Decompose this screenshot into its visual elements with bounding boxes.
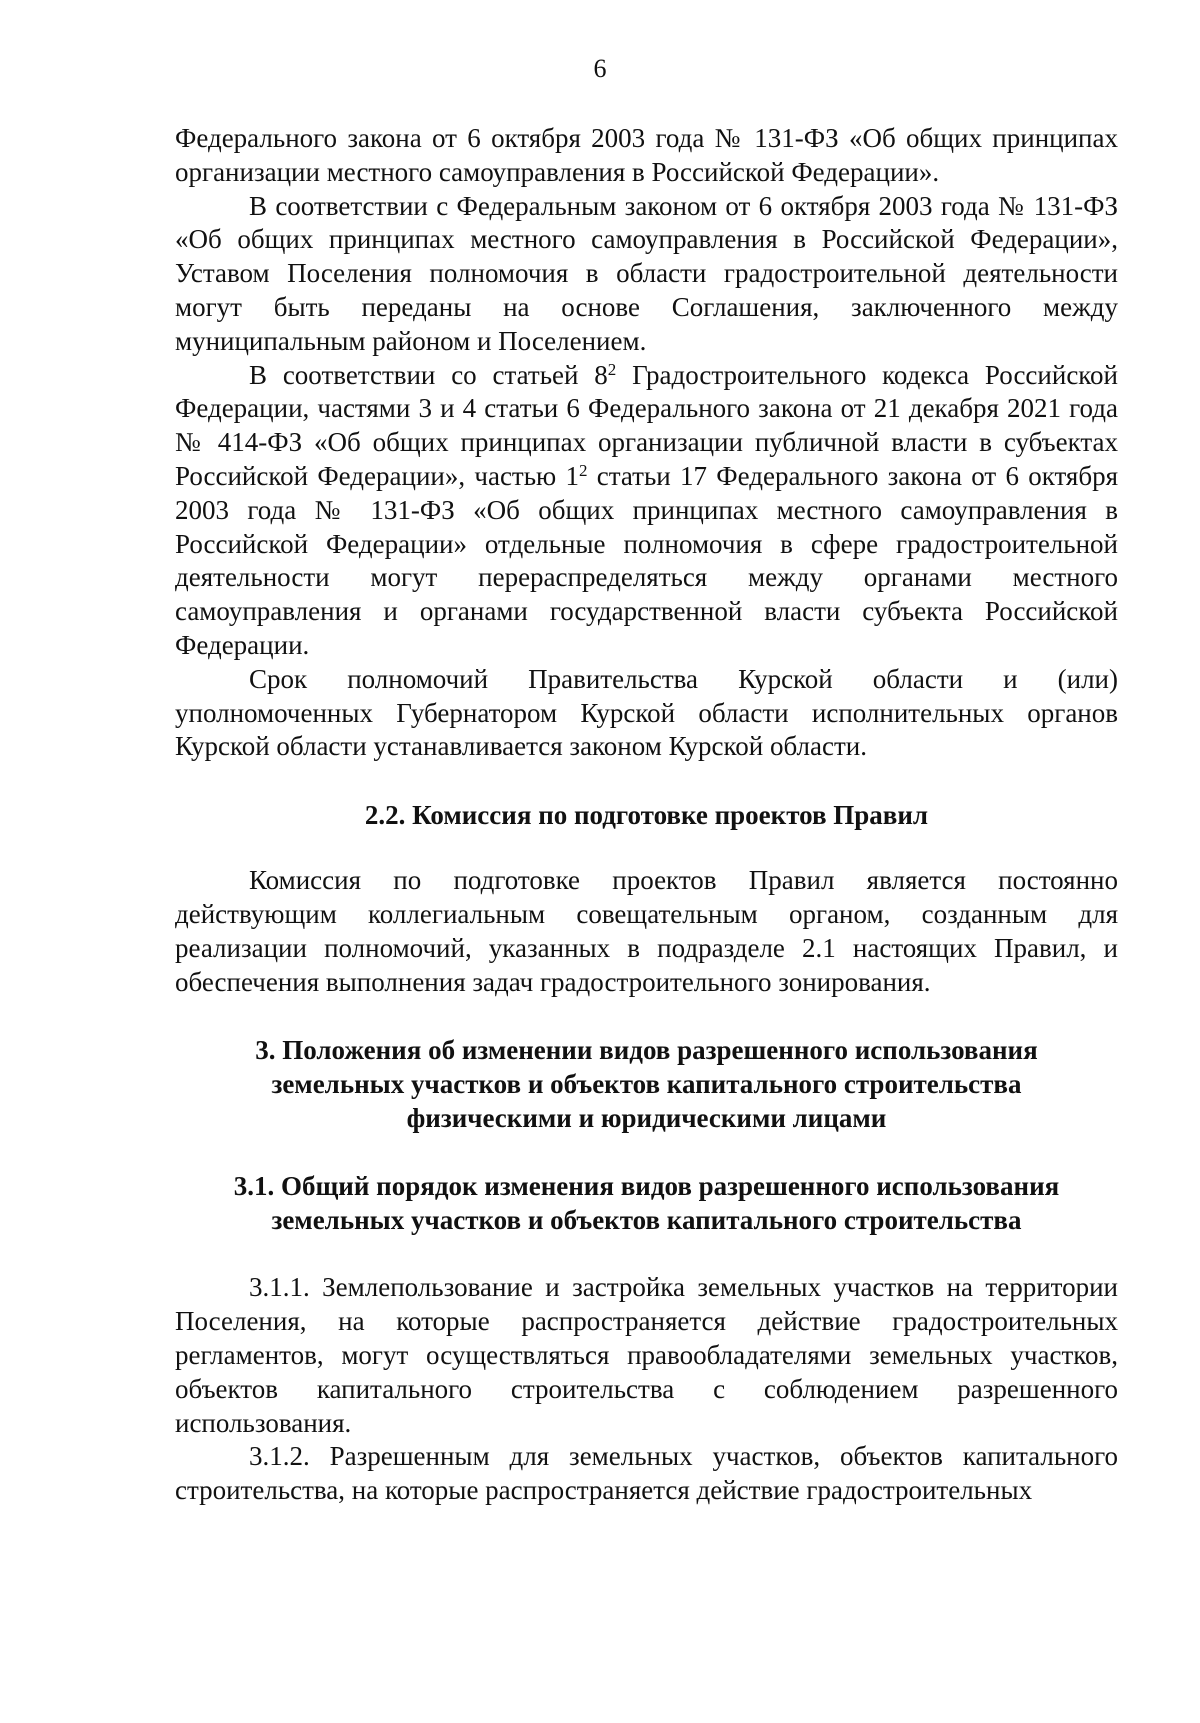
page-number: 6 — [593, 54, 607, 83]
document-body — [175, 122, 1118, 1508]
section-heading-3-1 — [175, 1169, 1118, 1237]
superscript: 2 — [579, 460, 588, 480]
spacer — [175, 1135, 1118, 1169]
paragraph-text-part: статьи 17 Федерального закона от 6 октября 2003 года № 131-ФЗ «Об общих принципах местного самоуправления в Российской Федерации» отдельные полномочия в сфере градостроительной деятельности могут перераспределяться между органами местного самоуправления и органами государственной власти субъекта Российской Федерации. — [175, 460, 1118, 660]
paragraph-term-of-powers: Срок полномочий Правительства Курской области и (или) уполномоченных Губернатором Курской области исполнительных органов Курской области устанавливается законом Курской области. — [175, 663, 1118, 762]
spacer — [175, 999, 1118, 1033]
heading-line: физическими и юридическими лицами — [406, 1103, 887, 1134]
paragraph-commission: Комиссия по подготовке проектов Правил является постоянно действующим коллегиальным совещательным органом, созданным для реализации полномочий, указанных в подразделе 2.1 настоящих Правил, и обеспечения выполнения задач градостроительного зонирования. — [175, 865, 1118, 997]
spacer — [175, 1237, 1118, 1271]
spacer — [175, 764, 1118, 798]
heading-line: земельных участков и объектов капитального строительства — [271, 1069, 1022, 1100]
superscript: 2 — [607, 359, 617, 379]
section-heading-2-2: 2.2. Комиссия по подготовке проектов Правил — [364, 800, 929, 831]
paragraph-powers-transfer: В соответствии с Федеральным законом от 6 октября 2003 года № 131-ФЗ «Об общих принципах местного самоуправления в Российской Федерации», Уставом Поселения полномочия в области градостроительной деятельности могут быть переданы на основе Соглашения, заключенного между муниципальным районом и Поселением. — [175, 190, 1118, 356]
section-heading-3 — [175, 1033, 1118, 1135]
heading-line: 3.1. Общий порядок изменения видов разрешенного использования — [233, 1171, 1060, 1202]
heading-line: земельных участков и объектов капитального строительства — [271, 1205, 1022, 1236]
paragraph-text-part: Градостроительного кодекса Российской Федерации, частями 3 и 4 статьи 6 Федерального закона от 21 декабря 2021 года № 414-ФЗ «Об общих принципах организации публичной власти в субъектах Российской Федерации», частью 1 — [175, 359, 1118, 491]
paragraph-item-3-1-1: 3.1.1. Землепользование и застройка земельных участков на территории Поселения, на которые распространяется действие градостроительных регламентов, могут осуществляться правообладателями земельных участков, объектов капитального строительства с соблюдением разрешенного использования. — [175, 1272, 1118, 1438]
heading-line: 3. Положения об изменении видов разрешенного использования — [255, 1035, 1038, 1066]
paragraph-text-part: В соответствии со статьей 8 — [249, 359, 608, 390]
paragraph-powers-redistribution — [175, 359, 1118, 663]
paragraph-continuation: Федерального закона от 6 октября 2003 года № 131-ФЗ «Об общих принципах организации местного самоуправления в Российской Федерации». — [175, 123, 1118, 187]
paragraph-item-3-1-2: 3.1.2. Разрешенным для земельных участков, объектов капитального строительства, на которые распространяется действие градостроительных — [175, 1441, 1118, 1506]
spacer — [175, 832, 1118, 864]
